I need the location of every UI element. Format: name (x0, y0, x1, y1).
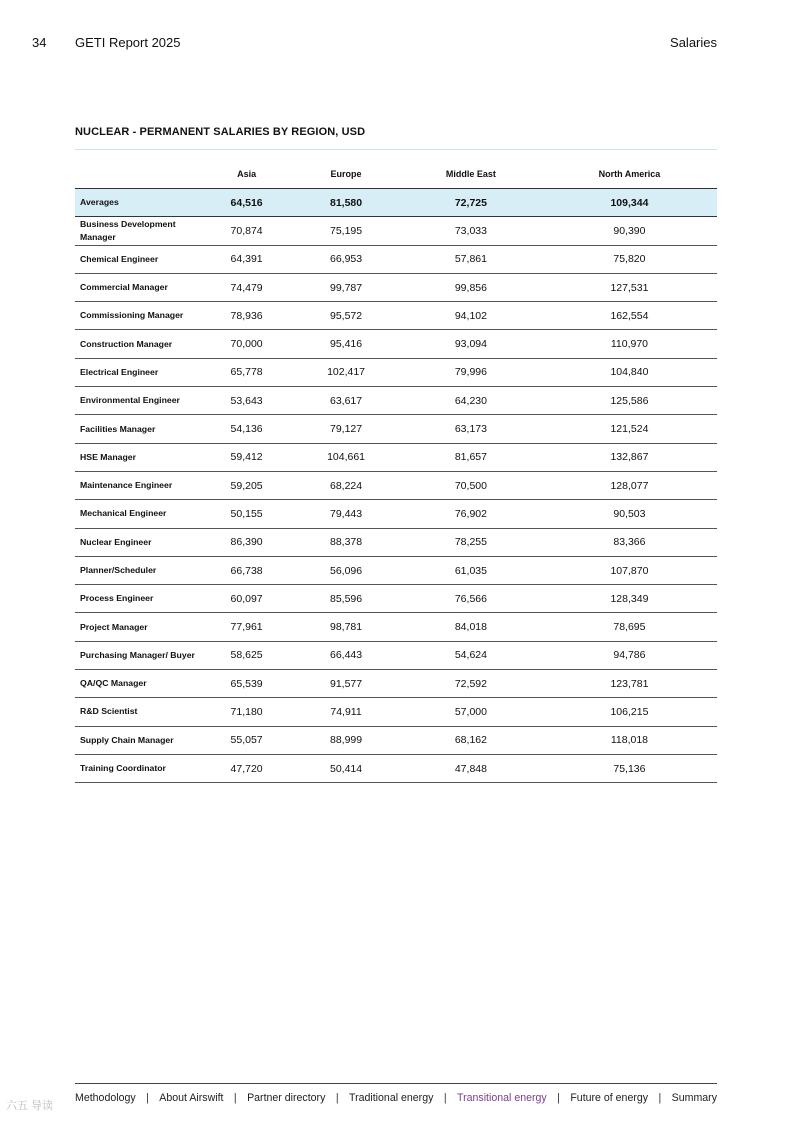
table-row (75, 415, 717, 443)
salary-cell: 95,572 (292, 302, 400, 330)
page-header (0, 0, 793, 60)
salary-cell: 50,414 (292, 754, 400, 782)
table-row (75, 443, 717, 471)
table-row (75, 556, 717, 584)
salary-cell: 74,911 (292, 698, 400, 726)
salary-cell: 66,443 (292, 641, 400, 669)
footer-divider (75, 1083, 717, 1084)
salary-cell: 102,417 (292, 358, 400, 386)
salary-cell: 54,136 (201, 415, 292, 443)
salary-cell: 74,479 (201, 273, 292, 301)
salary-cell: 94,786 (542, 641, 717, 669)
salary-cell: 70,000 (201, 330, 292, 358)
salary-cell: 90,390 (542, 217, 717, 245)
footer-nav-about-airswift[interactable]: About Airswift (159, 1092, 224, 1104)
table-row (75, 698, 717, 726)
salary-cell: 93,094 (400, 330, 542, 358)
role-cell: Business Development Manager (75, 217, 201, 245)
table-row (75, 245, 717, 273)
role-cell: Maintenance Engineer (75, 471, 201, 499)
table-row (75, 726, 717, 754)
salary-table (75, 160, 717, 783)
role-cell: Purchasing Manager/ Buyer (75, 641, 201, 669)
salary-cell: 94,102 (400, 302, 542, 330)
salary-cell: 72,725 (400, 189, 542, 217)
salary-cell: 123,781 (542, 670, 717, 698)
footer-nav-future-of-energy[interactable]: Future of energy (570, 1092, 649, 1104)
footer-navigation (75, 1092, 717, 1104)
salary-cell: 125,586 (542, 387, 717, 415)
salary-cell: 61,035 (400, 556, 542, 584)
nav-separator: | (335, 1092, 339, 1104)
averages-row (75, 189, 717, 217)
table-row (75, 754, 717, 782)
salary-cell: 63,617 (292, 387, 400, 415)
salary-cell: 85,596 (292, 585, 400, 613)
table-row (75, 528, 717, 556)
salary-cell: 58,625 (201, 641, 292, 669)
salary-cell: 88,999 (292, 726, 400, 754)
role-cell: Nuclear Engineer (75, 528, 201, 556)
salary-cell: 77,961 (201, 613, 292, 641)
salary-cell: 106,215 (542, 698, 717, 726)
role-cell: Supply Chain Manager (75, 726, 201, 754)
salary-cell: 162,554 (542, 302, 717, 330)
salary-cell: 78,936 (201, 302, 292, 330)
salary-cell: 91,577 (292, 670, 400, 698)
role-cell: Project Manager (75, 613, 201, 641)
table-body (75, 189, 717, 783)
nav-separator: | (443, 1092, 447, 1104)
salary-cell: 83,366 (542, 528, 717, 556)
salary-cell: 56,096 (292, 556, 400, 584)
salary-cell: 54,624 (400, 641, 542, 669)
salary-cell: 95,416 (292, 330, 400, 358)
salary-cell: 59,412 (201, 443, 292, 471)
role-cell: Planner/Scheduler (75, 556, 201, 584)
salary-cell: 107,870 (542, 556, 717, 584)
salary-cell: 79,443 (292, 500, 400, 528)
role-cell: Construction Manager (75, 330, 201, 358)
salary-cell: 50,155 (201, 500, 292, 528)
role-cell: R&D Scientist (75, 698, 201, 726)
salary-cell: 84,018 (400, 613, 542, 641)
column-header-role (75, 160, 201, 189)
salary-cell: 104,661 (292, 443, 400, 471)
column-header-north-america: North America (598, 169, 661, 179)
table-row (75, 471, 717, 499)
role-cell: Commercial Manager (75, 273, 201, 301)
salary-cell: 70,874 (201, 217, 292, 245)
table-row (75, 585, 717, 613)
footer-nav-partner-directory[interactable]: Partner directory (247, 1092, 326, 1104)
salary-cell: 81,580 (292, 189, 400, 217)
column-header-asia: Asia (237, 169, 257, 179)
table-row (75, 670, 717, 698)
table-row (75, 330, 717, 358)
salary-cell: 128,077 (542, 471, 717, 499)
footer-nav-transitional-energy[interactable]: Transitional energy (457, 1092, 547, 1104)
salary-cell: 65,778 (201, 358, 292, 386)
salary-cell: 76,566 (400, 585, 542, 613)
salary-cell: 57,861 (400, 245, 542, 273)
salary-cell: 59,205 (201, 471, 292, 499)
table-row (75, 387, 717, 415)
table-row (75, 217, 717, 245)
salary-cell: 121,524 (542, 415, 717, 443)
salary-cell: 79,127 (292, 415, 400, 443)
nav-separator: | (146, 1092, 149, 1104)
nav-separator: | (233, 1092, 237, 1104)
salary-cell: 71,180 (201, 698, 292, 726)
salary-cell: 70,500 (400, 471, 542, 499)
salary-cell: 79,996 (400, 358, 542, 386)
role-cell: Electrical Engineer (75, 358, 201, 386)
salary-cell: 110,970 (542, 330, 717, 358)
footer-nav-methodology[interactable]: Methodology (75, 1092, 136, 1104)
table-row (75, 358, 717, 386)
role-cell: Process Engineer (75, 585, 201, 613)
role-cell: Mechanical Engineer (75, 500, 201, 528)
report-title: GETI Report 2025 (75, 35, 181, 50)
salary-cell: 78,255 (400, 528, 542, 556)
role-cell: Chemical Engineer (75, 245, 201, 273)
salary-cell: 86,390 (201, 528, 292, 556)
title-divider (75, 149, 717, 150)
salary-cell: 127,531 (542, 273, 717, 301)
table-row (75, 273, 717, 301)
salary-cell: 57,000 (400, 698, 542, 726)
salary-cell: 99,856 (400, 273, 542, 301)
column-header-europe: Europe (330, 169, 362, 179)
role-cell: Environmental Engineer (75, 387, 201, 415)
section-name: Salaries (670, 35, 717, 50)
salary-cell: 109,344 (542, 189, 717, 217)
salary-cell: 118,018 (542, 726, 717, 754)
salary-cell: 47,848 (400, 754, 542, 782)
nav-separator: | (658, 1092, 662, 1104)
nav-separator: | (557, 1092, 560, 1104)
salary-cell: 128,349 (542, 585, 717, 613)
salary-cell: 53,643 (201, 387, 292, 415)
role-cell: Training Coordinator (75, 754, 201, 782)
salary-cell: 47,720 (201, 754, 292, 782)
role-cell: HSE Manager (75, 443, 201, 471)
role-cell: QA/QC Manager (75, 670, 201, 698)
salary-cell: 98,781 (292, 613, 400, 641)
table-title: NUCLEAR - PERMANENT SALARIES BY REGION, USD (75, 126, 366, 138)
salary-cell: 66,738 (201, 556, 292, 584)
role-cell: Averages (75, 189, 201, 217)
salary-cell: 88,378 (292, 528, 400, 556)
salary-cell: 90,503 (542, 500, 717, 528)
salary-cell: 104,840 (542, 358, 717, 386)
salary-cell: 73,033 (400, 217, 542, 245)
table-row (75, 641, 717, 669)
salary-cell: 68,162 (400, 726, 542, 754)
salary-cell: 76,902 (400, 500, 542, 528)
table-row (75, 500, 717, 528)
salary-cell: 75,195 (292, 217, 400, 245)
role-cell: Facilities Manager (75, 415, 201, 443)
footer-nav-traditional-energy[interactable]: Traditional energy (349, 1092, 434, 1104)
salary-cell: 64,516 (201, 189, 292, 217)
salary-cell: 63,173 (400, 415, 542, 443)
salary-cell: 64,230 (400, 387, 542, 415)
salary-cell: 81,657 (400, 443, 542, 471)
watermark: 六五 导读 (6, 1100, 54, 1112)
role-cell: Commissioning Manager (75, 302, 201, 330)
table-header-row (75, 160, 717, 189)
salary-cell: 64,391 (201, 245, 292, 273)
salary-cell: 68,224 (292, 471, 400, 499)
column-header-middle-east: Middle East (445, 169, 496, 179)
salary-cell: 60,097 (201, 585, 292, 613)
table-row (75, 302, 717, 330)
salary-cell: 55,057 (201, 726, 292, 754)
table-row (75, 613, 717, 641)
page-number: 34 (32, 35, 47, 50)
footer-nav-summary[interactable]: Summary (671, 1092, 717, 1104)
salary-cell: 132,867 (542, 443, 717, 471)
salary-cell: 72,592 (400, 670, 542, 698)
salary-cell: 99,787 (292, 273, 400, 301)
salary-cell: 78,695 (542, 613, 717, 641)
salary-cell: 75,136 (542, 754, 717, 782)
salary-cell: 65,539 (201, 670, 292, 698)
salary-cell: 75,820 (542, 245, 717, 273)
salary-cell: 66,953 (292, 245, 400, 273)
